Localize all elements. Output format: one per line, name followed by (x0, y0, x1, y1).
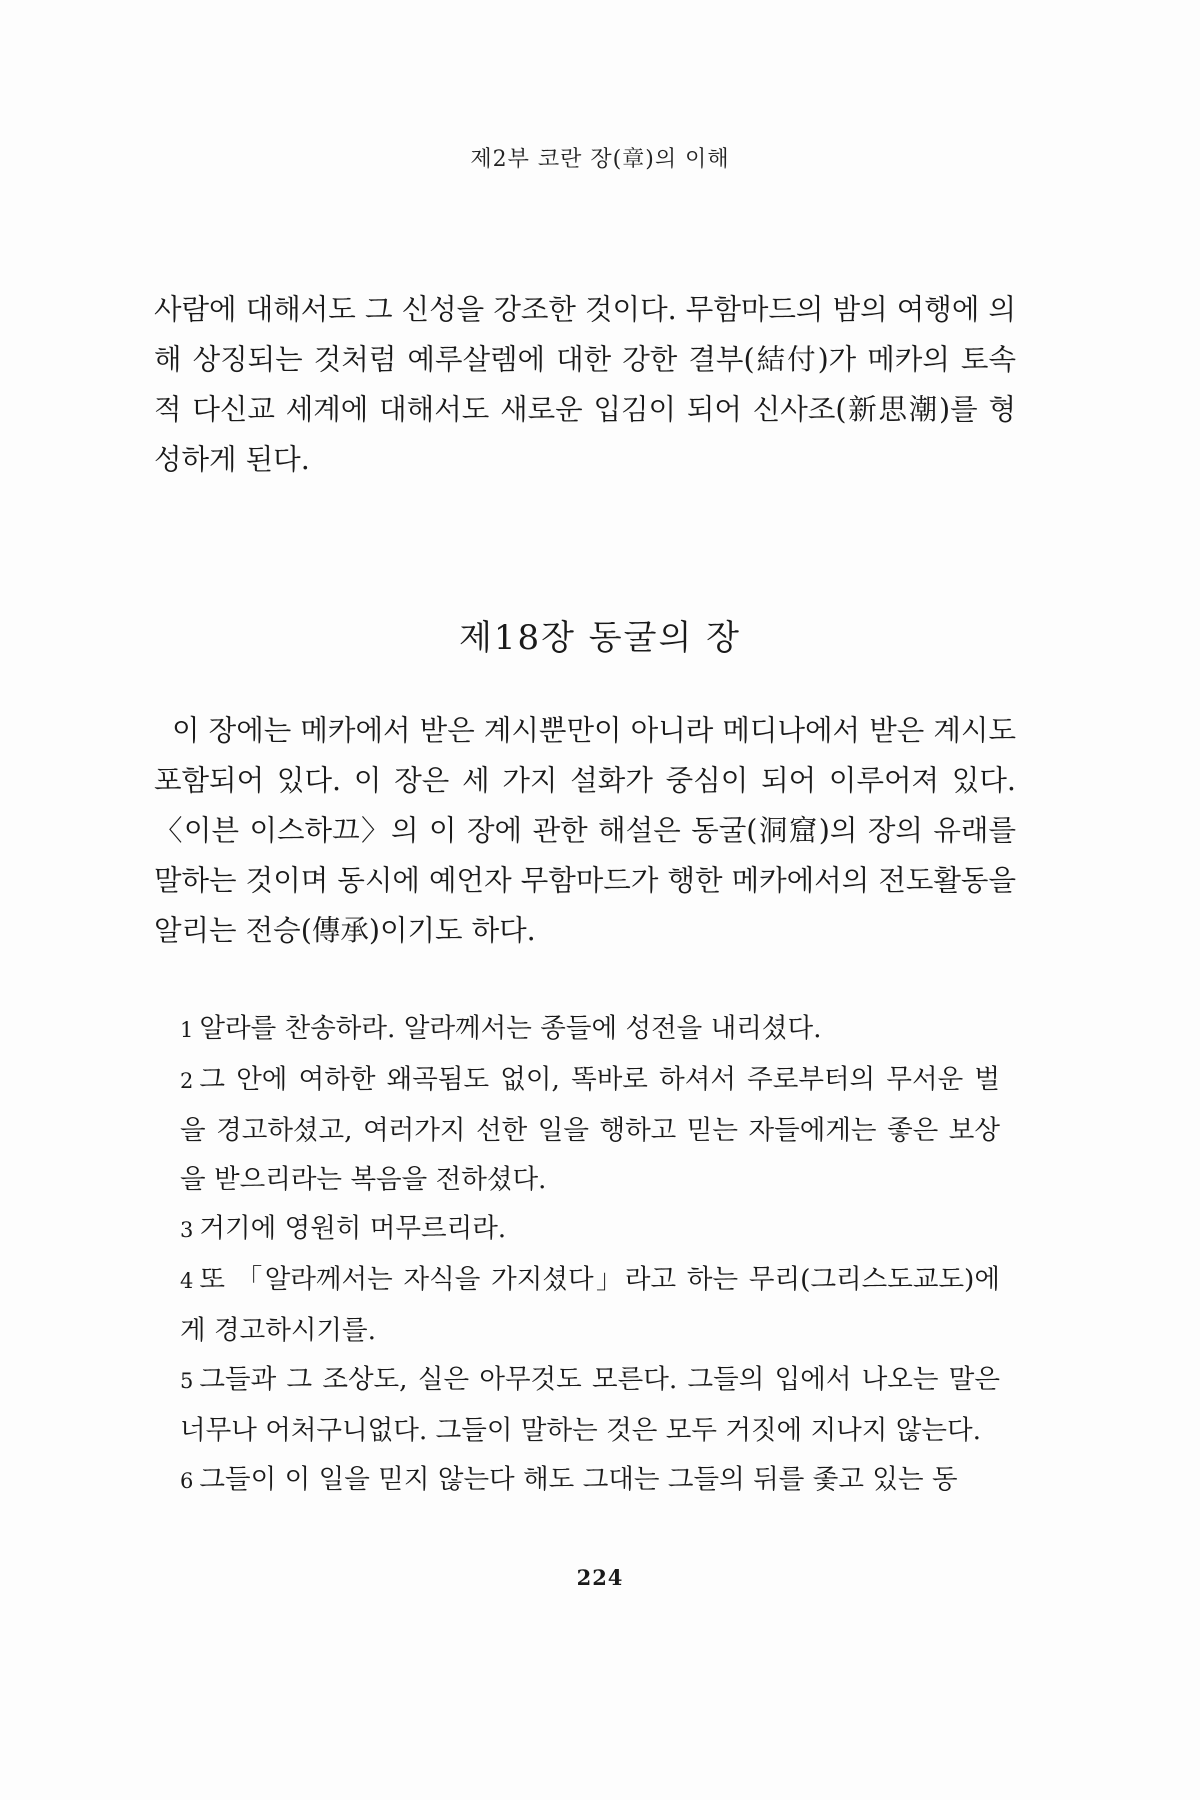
verse-item (180, 1055, 1000, 1204)
running-header: 제2부 코란 장(章)의 이해 (470, 147, 730, 172)
verse-item (180, 1455, 1000, 1506)
verse-text: 그들이 이 일을 믿지 않는다 해도 그대는 그들의 뒤를 좇고 있는 동 (199, 1464, 958, 1495)
verse-item (180, 1204, 1000, 1255)
verse-text: 또 「알라께서는 자식을 가지셨다」라고 하는 무리(그리스도교도)에게 경고하시기를. (180, 1264, 1000, 1346)
chapter-description: 이 장에는 메카에서 받은 계시뿐만이 아니라 메디나에서 받은 계시도 포함되어 있다. 이 장은 세 가지 설화가 중심이 되어 이루어져 있다. 〈이븐 이스하끄〉의 이 장에 관한 해설은 동굴(洞窟)의 장의 유래를 말하는 것이며 동시에 예언자 무함마드가 행한 메카에서의 전도활동을 알리는 전승(傳承)이기도 하다. (154, 714, 1016, 947)
verse-text: 알라를 찬송하라. 알라께서는 종들에 성전을 내리셨다. (199, 1013, 822, 1044)
intro-paragraph-block (154, 285, 1016, 485)
verse-number: 3 (180, 1218, 194, 1242)
verse-list (180, 1004, 1000, 1506)
verse-text: 거기에 영원히 머무르리라. (199, 1213, 507, 1244)
page-number: 224 (576, 1565, 624, 1590)
verse-text: 그 안에 여하한 왜곡됨도 없이, 똑바로 하셔서 주로부터의 무서운 벌을 경고하셨고, 여러가지 선한 일을 행하고 믿는 자들에게는 좋은 보상을 받으리라는 복음을 전하셨다. (180, 1064, 1000, 1195)
verse-text: 그들과 그 조상도, 실은 아무것도 모른다. 그들의 입에서 나오는 말은 너무나 어처구니없다. 그들이 말하는 것은 모두 거짓에 지나지 않는다. (180, 1364, 1000, 1446)
verse-number: 6 (180, 1469, 194, 1493)
chapter-title: 제18장 동굴의 장 (459, 618, 741, 658)
verse-number: 1 (180, 1018, 194, 1042)
chapter-description-block (154, 706, 1016, 956)
verse-item (180, 1255, 1000, 1355)
verse-number: 2 (180, 1069, 194, 1093)
verse-item (180, 1004, 1000, 1055)
verse-item (180, 1355, 1000, 1455)
verse-number: 5 (180, 1369, 194, 1393)
intro-paragraph: 사람에 대해서도 그 신성을 강조한 것이다. 무함마드의 밤의 여행에 의해 상징되는 것처럼 예루살렘에 대한 강한 결부(結付)가 메카의 토속적 다신교 세계에 대해서도 새로운 입김이 되어 신사조(新思潮)를 형성하게 된다. (154, 293, 1016, 476)
verse-number: 4 (180, 1269, 194, 1293)
